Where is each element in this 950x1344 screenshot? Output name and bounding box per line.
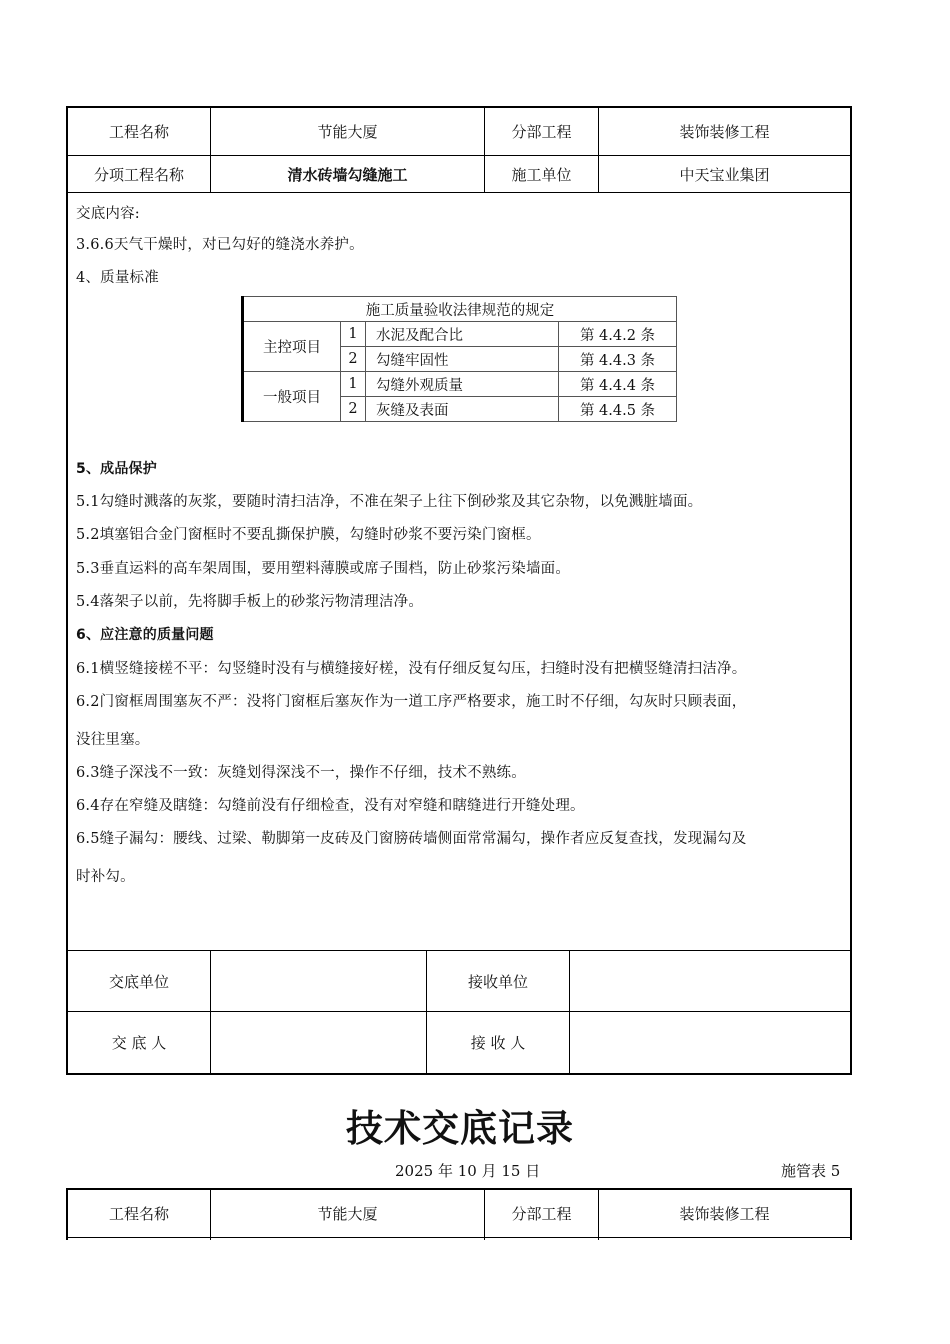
section-6-title: 6、应注意的质量问题 bbox=[76, 627, 214, 643]
project-name-label: 工程名称 bbox=[108, 123, 169, 141]
date: 2025 年 10 月 15 日 bbox=[395, 1162, 541, 1180]
next-division-label: 分部工程 bbox=[511, 1205, 572, 1223]
clause-6-5-cont: 时补勾。 bbox=[76, 869, 135, 885]
giver-label: 交 底 人 bbox=[111, 1034, 167, 1052]
giver-value bbox=[211, 1012, 426, 1073]
clause-6-4: 6.4存在窄缝及瞎缝：勾缝前没有仔细检查，没有对窄缝和瞎缝进行开缝处理。 bbox=[76, 798, 585, 814]
giver-unit-value bbox=[211, 951, 426, 1011]
clause-5-3: 5.3垂直运料的高车架周围，要用塑料薄膜或席子围档，防止砂浆污染墙面。 bbox=[76, 561, 571, 577]
next-project-name-value: 节能大厦 bbox=[317, 1205, 378, 1223]
clause-6-2-cont: 没往里塞。 bbox=[76, 732, 150, 748]
clause-5-4: 5.4落架子以前，先将脚手板上的砂浆污物清理洁净。 bbox=[76, 594, 424, 610]
clause-6-1: 6.1横竖缝接槎不平：勾竖缝时没有与横缝接好槎，没有仔细反复勾压，扫缝时没有把横竖缝清扫洁净。 bbox=[76, 661, 747, 677]
row-clause: 第 4.4.5 条 bbox=[559, 397, 677, 422]
next-project-name-label: 工程名称 bbox=[108, 1205, 169, 1223]
content-intro: 交底内容: bbox=[76, 206, 140, 222]
receiver-unit-value bbox=[570, 951, 850, 1011]
division-value: 装饰装修工程 bbox=[679, 123, 770, 141]
subitem-value: 清水砖墙勾缝施工 bbox=[287, 165, 408, 184]
row-clause: 第 4.4.3 条 bbox=[559, 347, 677, 372]
row-item: 水泥及配合比 bbox=[366, 322, 559, 347]
divider bbox=[66, 1237, 852, 1238]
clause-6-5: 6.5缝子漏勾：腰线、过梁、勒脚第一皮砖及门窗膀砖墙侧面常常漏勾，操作者应反复查找，发现漏勾及 bbox=[76, 831, 747, 847]
page-title: 技术交底记录 bbox=[346, 1107, 574, 1150]
clause-3-6-6: 3.6.6天气干燥时，对已勾好的缝浇水养护。 bbox=[76, 237, 364, 253]
standards-caption: 施工质量验收法律规范的规定 bbox=[243, 297, 677, 322]
row-clause: 第 4.4.4 条 bbox=[559, 372, 677, 397]
row-number: 1 bbox=[341, 372, 366, 397]
section-4-title: 4、质量标准 bbox=[76, 270, 159, 286]
row-clause: 第 4.4.2 条 bbox=[559, 322, 677, 347]
form-number: 施管表 5 bbox=[781, 1162, 841, 1180]
clause-6-2: 6.2门窗框周围塞灰不严：没将门窗框后塞灰作为一道工序严格要求，施工时不仔细，勾灰时只顾表面， bbox=[76, 694, 747, 710]
project-name-value: 节能大厦 bbox=[317, 123, 378, 141]
clause-5-1: 5.1勾缝时溅落的灰浆，要随时清扫洁净，不准在架子上往下倒砂浆及其它杂物，以免溅脏墙面。 bbox=[76, 494, 703, 510]
clause-6-3: 6.3缝子深浅不一致：灰缝划得深浅不一，操作不仔细，技术不熟练。 bbox=[76, 765, 526, 781]
division-label: 分部工程 bbox=[511, 123, 572, 141]
next-division-value: 装饰装修工程 bbox=[679, 1205, 770, 1223]
contractor-value: 中天宝业集团 bbox=[679, 165, 770, 184]
receiver-unit-label: 接收单位 bbox=[467, 972, 528, 991]
row-number: 2 bbox=[341, 397, 366, 422]
row-number: 1 bbox=[341, 322, 366, 347]
contractor-label: 施工单位 bbox=[511, 165, 572, 184]
receiver-label: 接 收 人 bbox=[470, 1034, 526, 1052]
subitem-label: 分项工程名称 bbox=[93, 165, 184, 184]
giver-unit-label: 交底单位 bbox=[108, 972, 169, 991]
quality-standards-table bbox=[241, 296, 677, 422]
receiver-value bbox=[570, 1012, 850, 1073]
group-main-control: 主控项目 bbox=[243, 322, 341, 372]
row-number: 2 bbox=[341, 347, 366, 372]
row-item: 勾缝外观质量 bbox=[366, 372, 559, 397]
section-5-title: 5、成品保护 bbox=[76, 461, 157, 477]
row-item: 灰缝及表面 bbox=[366, 397, 559, 422]
divider bbox=[66, 192, 852, 193]
clause-5-2: 5.2填塞铝合金门窗框时不要乱撕保护膜，勾缝时砂浆不要污染门窗框。 bbox=[76, 527, 541, 543]
group-general: 一般项目 bbox=[243, 372, 341, 422]
row-item: 勾缝牢固性 bbox=[366, 347, 559, 372]
